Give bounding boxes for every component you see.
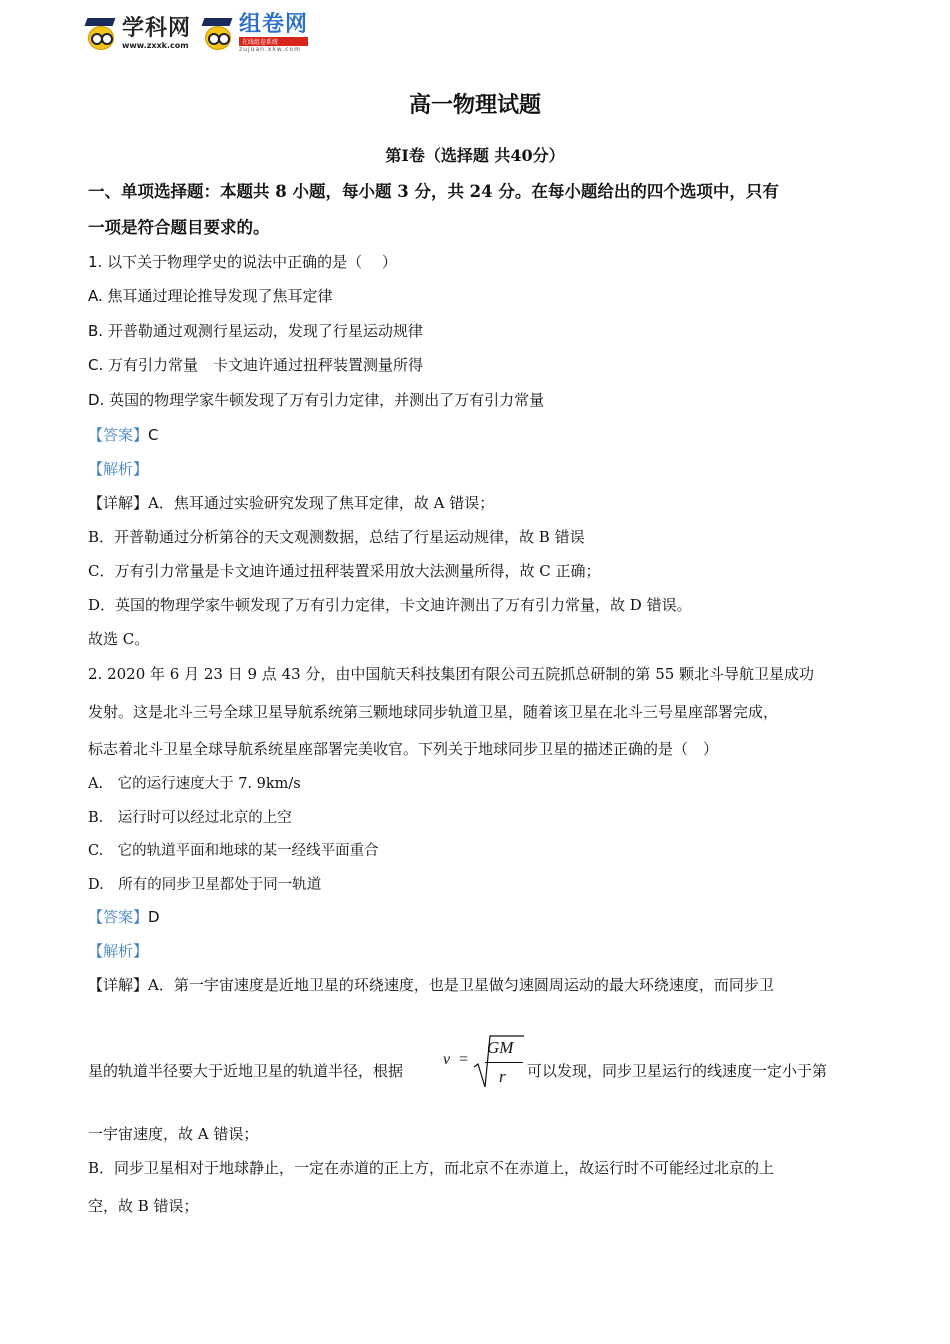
- q1-detail-b: B．开普勒通过分析第谷的天文观测数据，总结了行星运动规律，故 B 错误: [88, 528, 585, 546]
- detail-label: 【详解】: [88, 976, 149, 994]
- fraction-bar: [485, 1062, 523, 1063]
- q1-detail-c: C．万有引力常量是卡文迪许通过扭秤装置采用放大法测量所得，故 C 正确；: [88, 562, 601, 580]
- q1-option-d: D. 英国的物理学家牛顿发现了万有引力定律，并测出了万有引力常量: [88, 391, 545, 409]
- q1-option-b: B. 开普勒通过观测行星运动，发现了行星运动规律: [88, 322, 423, 340]
- q1-answer: [88, 424, 159, 445]
- q1-option-c: C. 万有引力常量 卡文迪许通过扭秤装置测量所得: [88, 356, 424, 374]
- q1-detail-a: 【详解】A．焦耳通过实验研究发现了焦耳定律，故 A 错误；: [88, 494, 495, 512]
- q2-detail-a-cont-pre: 星的轨道半径要大于近地卫星的轨道半径，根据: [88, 1062, 404, 1080]
- answer-value: D: [148, 908, 160, 926]
- q2-option-b: B. 运行时可以经过北京的上空: [88, 810, 292, 826]
- q2-option-d: D. 所有的同步卫星都处于同一轨道: [88, 877, 322, 893]
- q2-stem-1: 2. 2020 年 6 月 23 日 9 点 43 分，由中国航天科技集团有限公司五院抓总研制的第 55 颗北斗导航卫星成功: [88, 665, 815, 683]
- header-logos: [86, 12, 308, 54]
- mascot-icon: [203, 16, 233, 50]
- q2-analysis-label: 【解析】: [88, 942, 149, 960]
- logo-zxxk[interactable]: 学科网 www.zxxk.com: [122, 15, 192, 50]
- q2-answer: [88, 906, 160, 927]
- q2-detail-b: B．同步卫星相对于地球静止，一定在赤道的正上方，而北京不在赤道上，故运行时不可能经过北京的上: [88, 1159, 775, 1177]
- q2-detail-b-cont: 空，故 B 错误；: [88, 1197, 199, 1215]
- q2-detail-a-end: 一宇宙速度，故 A 错误；: [88, 1125, 259, 1143]
- answer-label: 【答案】: [88, 426, 149, 444]
- section-heading-cont: 一项是符合题目要求的。: [88, 218, 270, 237]
- part-subtitle: 第Ⅰ卷（选择题 共40分）: [385, 146, 565, 165]
- detail-label: 【详解】: [88, 494, 149, 512]
- q2-detail-a-cont-post: 可以发现，同步卫星运行的线速度一定小于第: [527, 1062, 828, 1080]
- q1-stem: 1. 以下关于物理学史的说法中正确的是（ ）: [88, 253, 397, 271]
- answer-label: 【答案】: [88, 908, 149, 926]
- answer-value: C: [148, 426, 159, 444]
- q1-detail-d: D．英国的物理学家牛顿发现了万有引力定律，卡文迪许测出了万有引力常量，故 D 错误。: [88, 596, 692, 614]
- q2-detail-a: 【详解】A．第一宇宙速度是近地卫星的环绕速度，也是卫星做匀速圆周运动的最大环绕速度，而同步卫: [88, 976, 774, 994]
- velocity-formula: v = GM r: [443, 1033, 528, 1091]
- q2-stem-2: 发射。这是北斗三号全球卫星导航系统第三颗地球同步轨道卫星，随着该卫星在北斗三号星座部署完成，: [88, 703, 779, 721]
- section-heading: 一、单项选择题：本题共 8 小题，每小题 3 分，共 24 分。在每小题给出的四个选项中，只有: [88, 182, 779, 201]
- q2-option-a: A. 它的运行速度大于 7. 9km/s: [88, 776, 301, 792]
- page-title: 高一物理试题: [408, 92, 541, 118]
- q2-option-c: C. 它的轨道平面和地球的某一经线平面重合: [88, 843, 379, 859]
- q2-stem-3: 标志着北斗卫星全球导航系统星座部署完美收官。下列关于地球同步卫星的描述正确的是（ ）: [88, 740, 719, 758]
- logo-zujuan[interactable]: 组卷网 在线组卷系统 zujuan.xkw.com: [239, 12, 309, 53]
- q1-analysis-label: 【解析】: [88, 460, 149, 478]
- mascot-icon: [86, 16, 116, 50]
- q1-option-a: A. 焦耳通过理论推导发现了焦耳定律: [88, 287, 333, 305]
- q1-conclusion: 故选 C。: [88, 630, 150, 648]
